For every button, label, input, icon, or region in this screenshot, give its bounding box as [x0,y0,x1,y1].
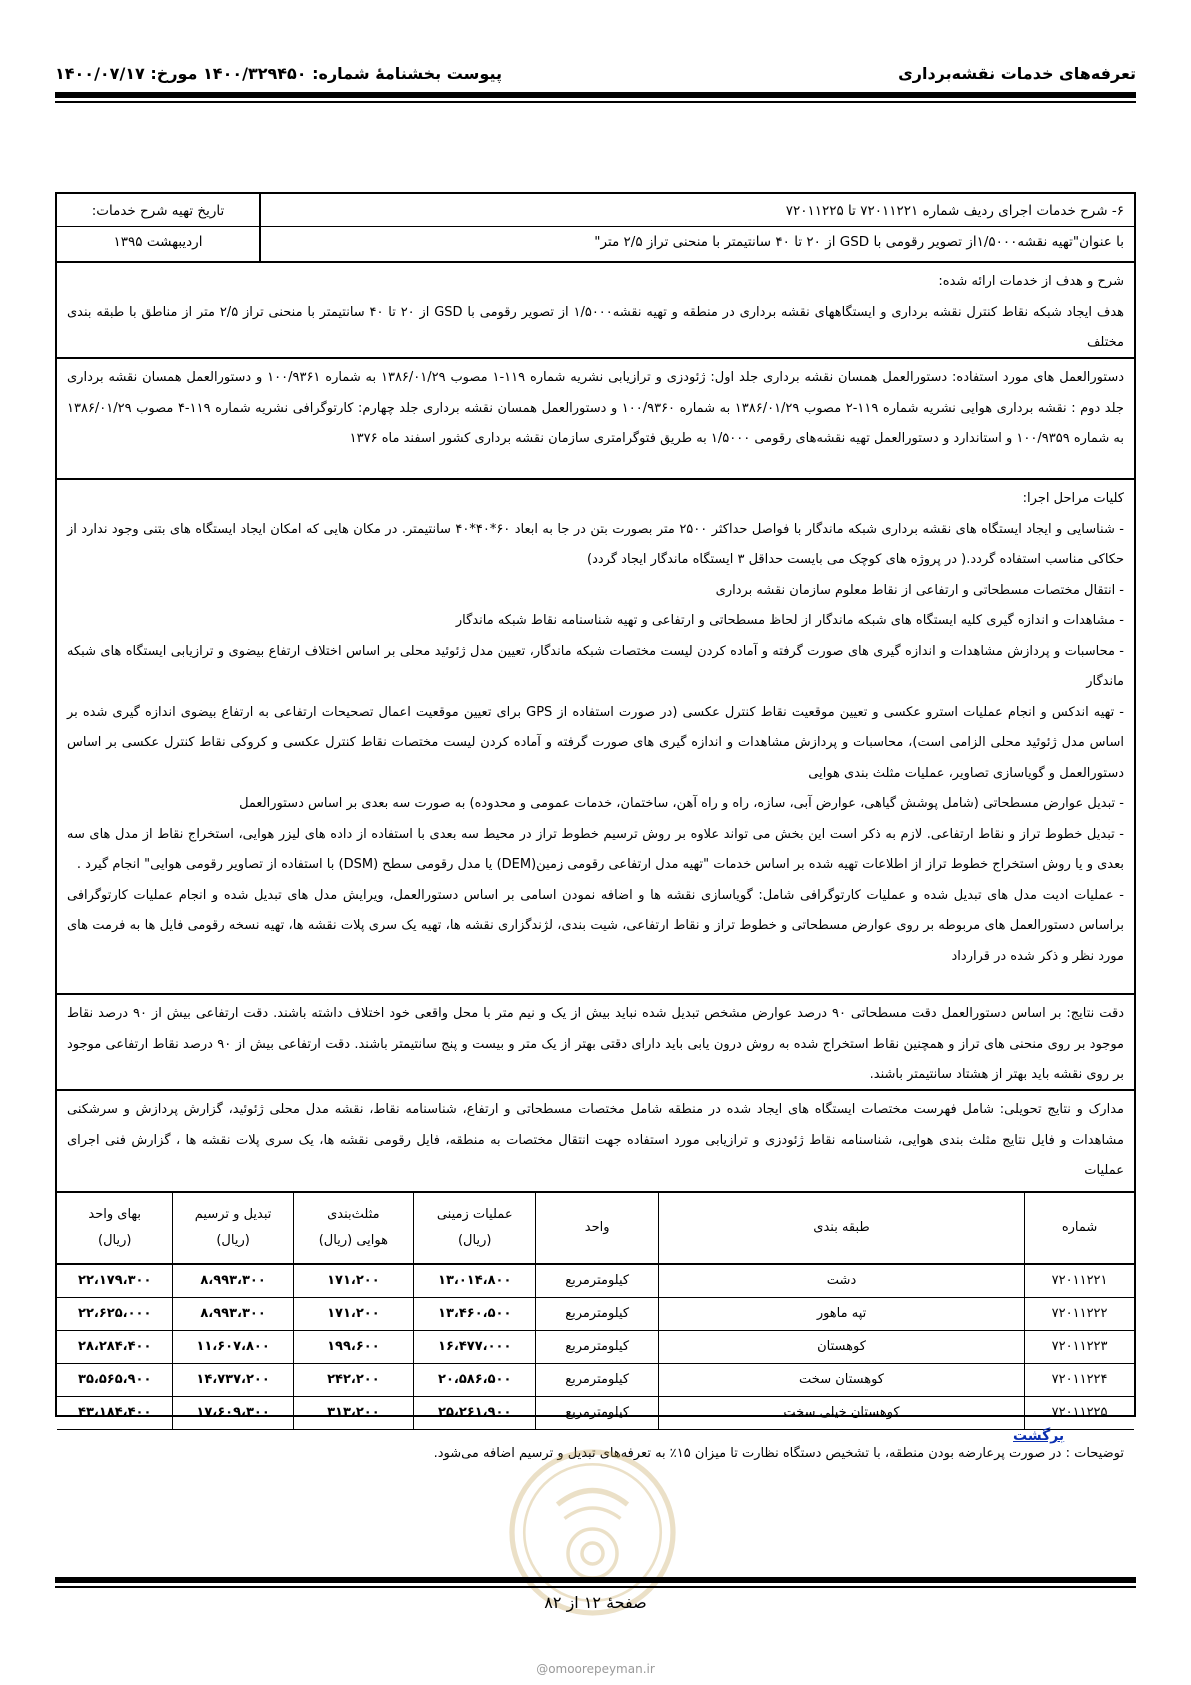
cell-conversion: ۱۷،۶۰۹،۳۰۰ [173,1397,293,1430]
description-section [57,263,1134,359]
step-item: - مشاهدات و اندازه گیری کلیه ایستگاه های شبکه ماندگار از لحاظ مسطحاتی و ارتفاعی و تهیه شناسنامه نقاط شبکه ماندگار [455,613,1124,628]
cell-price: ۴۳،۱۸۴،۴۰۰ [57,1397,173,1430]
source-label: @omoorepeyman.ir [536,1662,655,1676]
col-header-price-line2: (ریال) [98,1233,132,1248]
table-row [57,1364,1134,1397]
accuracy-text: دقت نتایج: بر اساس دستورالعمل دقت مسطحاتی ۹۰ درصد عوارض مشخص تبدیل شده نباید بیش از یک و نیم متر با محل واقعی خود اختلاف داشته باشند. دقت ارتفاعی بیش از ۹۰ درصد نقاط موجود بر روی منحنی های تراز و همچنین نقاط استخراج شده به روش درون یابی باید دارای دقتی بهتر از یک متر و بیست و پنج سانتیمتر باشند. دقت ارتفاعی بیش از ۹۰ درصد نقاط ارتفاعی موجود بر روی نقشه باید بهتر از هشتاد سانتیمتر باشند. [67,1006,1124,1082]
cell-unit: کیلومترمربع [536,1264,658,1298]
cell-ground: ۱۳،۴۶۰،۵۰۰ [413,1298,535,1331]
cell-code: ۷۲۰۱۱۲۲۲ [1025,1298,1134,1331]
table-row [57,1331,1134,1364]
document-title: تعرفه‌های خدمات نقشه‌برداری [898,63,1136,83]
col-header-price [57,1193,173,1264]
cell-aerial: ۱۷۱،۲۰۰ [293,1298,413,1331]
header-divider [55,92,1136,98]
description-heading: شرح و هدف از خدمات ارائه شده: [938,274,1124,289]
cell-price: ۲۸،۲۸۴،۴۰۰ [57,1331,173,1364]
cell-class: تپه ماهور [658,1298,1024,1331]
tariff-table [57,1193,1134,1430]
cell-ground: ۲۵،۲۶۱،۹۰۰ [413,1397,535,1430]
cell-aerial: ۲۴۲،۲۰۰ [293,1364,413,1397]
step-item: - تبدیل عوارض مسطحاتی (شامل پوشش گیاهی، عوارض آبی، سازه، راه و راه آهن، ساختمان، خدمات عمومی و محدوده) به صورت سه بعدی بر اساس دستورالعمل [239,796,1124,811]
service-title-line1: ۶- شرح خدمات اجرای ردیف شماره ۷۲۰۱۱۲۲۱ تا ۷۲۰۱۱۲۲۵ [261,196,1134,227]
table-row [57,1397,1134,1430]
accuracy-section [57,995,1134,1091]
cell-price: ۲۲،۶۲۵،۰۰۰ [57,1298,173,1331]
service-date [57,194,259,261]
description-text: هدف ایجاد شبکه نقاط کنترل نقشه برداری و ایستگاههای نقشه برداری در منطقه و تهیه نقشه۱/۵۰۰۰ از تصویر رقومی با GSD از ۲۰ تا ۴۰ سانتیمتر با منحنی تراز ۲/۵ متر از مناطق با طبقه بندی مختلف [67,304,1125,350]
footer-divider [55,1577,1136,1583]
cell-class: کوهستان [658,1331,1024,1364]
col-header-ground-line2: (ریال) [457,1233,492,1248]
col-header-price-line1: بهای واحد [88,1207,142,1222]
service-title-row [57,194,1134,263]
cell-aerial: ۳۱۳،۲۰۰ [293,1397,413,1430]
cell-code: ۷۲۰۱۱۲۲۱ [1025,1264,1134,1298]
step-item: - شناسایی و ایجاد ایستگاه های نقشه برداری شبکه ماندگار با فواصل حداکثر ۲۵۰۰ متر بصورت بتن در جا به ابعاد ۶۰*۴۰*۴۰ سانتیمتر. در مکان هایی که امکان ایجاد ایستگاه های بتنی وجود ندارد از حکاکی مناسب استفاده گردد.( در پروژه های کوچک می بایست حداقل ۳ ایستگاه ماندگار ایجاد گردد) [67,521,1124,567]
col-header-aerial-line1: مثلث‌بندی [327,1207,380,1222]
cell-code: ۷۲۰۱۱۲۲۴ [1025,1364,1134,1397]
cell-unit: کیلومترمربع [536,1298,658,1331]
cell-price: ۲۲،۱۷۹،۳۰۰ [57,1264,173,1298]
service-date-label: تاریخ تهیه شرح خدمات: [57,196,259,227]
cell-ground: ۲۰،۵۸۶،۵۰۰ [413,1364,535,1397]
cell-aerial: ۱۹۹،۶۰۰ [293,1331,413,1364]
col-header-conversion-line2: (ریال) [216,1233,250,1248]
step-item: - تهیه اندکس و انجام عملیات استرو عکسی و تعیین موقعیت نقاط کنترل عکسی (در صورت استفاده از GPS برای تعیین موقعیت اعمال تصحیحات ارتفاعی به ارتفاع بیضوی اندازه گیری شده بر اساس مدل ژئوئید محلی الزامی است)، محاسبات و پردازش مشاهدات و اندازه گیری های صورت گرفته و آماده کردن لیست مختصات نقاط کنترل عکسی و کروکی نقاط کنترل عکسی بر اساس دستورالعمل و گویاسازی تصاویر، عملیات مثلث بندی هوایی [67,704,1124,781]
circular-reference: پیوست بخشنامهٔ شماره: ۱۴۰۰/۳۲۹۴۵۰ مورخ: ۱۴۰۰/۰۷/۱۷ [55,63,502,83]
table-row [57,1298,1134,1331]
cell-price: ۳۵،۵۶۵،۹۰۰ [57,1364,173,1397]
col-header-aerial [293,1193,413,1264]
col-header-class: طبقه بندی [658,1193,1024,1264]
cell-unit: کیلومترمربع [536,1397,658,1430]
deliverables-section [57,1091,1134,1193]
cell-unit: کیلومترمربع [536,1364,658,1397]
table-row [57,1264,1134,1298]
step-item: - عملیات ادیت مدل های تبدیل شده و عملیات کارتوگرافی شامل: گویاسازی نقشه ها و اضافه نمودن اسامی بر اساس دستورالعمل، ویرایش مدل های تبدیل شده و انجام عملیات کارتوگرافی براساس دستورالعمل های مربوطه بر روی عوارض مسطحاتی و خطوط تراز و نقاط ارتفاعی، شیت بندی، لژندگزاری نقشه ها، تهیه یک سری پلات نقشه ها، تهیه نسخه رقومی فایل ها به فرمت های مورد نظر و ذکر شده در قرارداد [67,887,1124,964]
header-divider-thin [55,101,1136,103]
service-date-value: اردیبهشت ۱۳۹۵ [113,234,203,250]
steps-heading: کلیات مراحل اجرا: [1022,491,1124,506]
cell-class: کوهستان خیلی سخت [658,1397,1024,1430]
service-title [259,194,1134,261]
col-header-unit: واحد [536,1193,658,1264]
standards-section [57,359,1134,480]
back-link[interactable]: برگشت [1013,1428,1065,1444]
note-text: توضیحات : در صورت پرعارضه بودن منطقه، با تشخیص دستگاه نظارت تا میزان ۱۵٪ به تعرفه‌های تبدیل و ترسیم اضافه می‌شود. [433,1446,1124,1461]
cell-class: دشت [658,1264,1024,1298]
cell-ground: ۱۶،۴۷۷،۰۰۰ [413,1331,535,1364]
cell-conversion: ۸،۹۹۳،۳۰۰ [173,1264,293,1298]
col-header-code: شماره [1025,1193,1134,1264]
col-header-conversion-line1: تبدیل و ترسیم [194,1207,272,1222]
cell-class: کوهستان سخت [658,1364,1024,1397]
deliverables-text: مدارک و نتایج تحویلی: شامل فهرست مختصات ایستگاه های ایجاد شده در منطقه شامل مختصات مسطحاتی و ارتفاع، شناسنامه نقاط، نقشه مدل محلی ژئوئید، گزارش پردازش و سرشکنی مشاهدات و فایل نتایج مثلث بندی هوایی، شناسنامه نقاط ژئودزی و ترازیابی مورد استفاده جهت انتقال مختصات به منطقه، فایل رقومی نقشه ها، یک سری پلات نقشه ها ، گزارش فنی اجرای عملیات [67,1102,1124,1178]
standards-text: دستورالعمل های مورد استفاده: دستورالعمل همسان نقشه برداری جلد اول: ژئودزی و ترازیابی نشریه شماره ۱۱۹-۱ مصوب ۱۳۸۶/۰۱/۲۹ به شماره ۱۰۰/۹۳۶۱ و دستورالعمل همسان نقشه برداری جلد دوم : نقشه برداری هوایی نشریه شماره ۱۱۹-۲ مصوب ۱۳۸۶/۰۱/۲۹ به شماره ۱۰۰/۹۳۶۰ و دستورالعمل همسان نقشه برداری جلد چهارم: کارتوگرافی نشریه شماره ۱۱۹-۴ مصوب ۱۳۸۶/۰۱/۲۹ به شماره ۱۰۰/۹۳۵۹ و استاندارد و دستورالعمل تهیه نقشه‌های رقومی ۱/۵۰۰۰ به طریق فتوگرامتری سازمان نقشه برداری کشور اسفند ماه ۱۳۷۶ [67,370,1124,446]
service-title-line2: با عنوان"تهیه نقشه۱/۵۰۰۰از تصویر رقومی با GSD از ۲۰ تا ۴۰ سانتیمتر با منحنی تراز ۲/۵ متر" [594,234,1124,250]
step-item: - انتقال مختصات مسطحاتی و ارتفاعی از نقاط معلوم سازمان نقشه برداری [715,582,1124,598]
cell-conversion: ۱۱،۶۰۷،۸۰۰ [173,1331,293,1364]
page-header [55,58,1136,88]
cell-conversion: ۱۴،۷۳۷،۲۰۰ [173,1364,293,1397]
cell-aerial: ۱۷۱،۲۰۰ [293,1264,413,1298]
step-item: - تبدیل خطوط تراز و نقاط ارتفاعی. لازم به ذکر است این بخش می تواند علاوه بر روش ترسیم خطوط تراز در محیط سه بعدی با استفاده از داده های لیزر هوایی، استخراج نقاط از مدل های سه بعدی و یا روش استخراج خطوط تراز از اطلاعات تهیه شده بر اساس خدمات "تهیه مدل ارتفاعی رقومی زمین(DEM) یا مدل رقومی سطح (DSM) با استفاده از تصاویر رقومی هوایی" انجام گیرد . [67,826,1124,872]
cell-conversion: ۸،۹۹۳،۳۰۰ [173,1298,293,1331]
col-header-ground-line1: عملیات زمینی [436,1207,513,1222]
cell-code: ۷۲۰۱۱۲۲۳ [1025,1331,1134,1364]
cell-code: ۷۲۰۱۱۲۲۵ [1025,1397,1134,1430]
col-header-aerial-line2: هوایی (ریال) [318,1233,388,1248]
page-number: صفحهٔ ۱۲ از ۸۲ [544,1593,647,1612]
footer-divider-thin [55,1586,1136,1588]
col-header-ground [413,1193,535,1264]
steps-section [57,480,1134,995]
table-header-row [57,1193,1134,1264]
cell-ground: ۱۳،۰۱۴،۸۰۰ [413,1264,535,1298]
col-header-conversion [173,1193,293,1264]
cell-unit: کیلومترمربع [536,1331,658,1364]
step-item: - محاسبات و پردازش مشاهدات و اندازه گیری های صورت گرفته و آماده کردن لیست مختصات شبکه ماندگار، تعیین مدل ژئوئید محلی بر اساس اختلاف ارتفاع بیضوی و ترازیابی ایستگاه های شبکه ماندگار [67,643,1124,689]
